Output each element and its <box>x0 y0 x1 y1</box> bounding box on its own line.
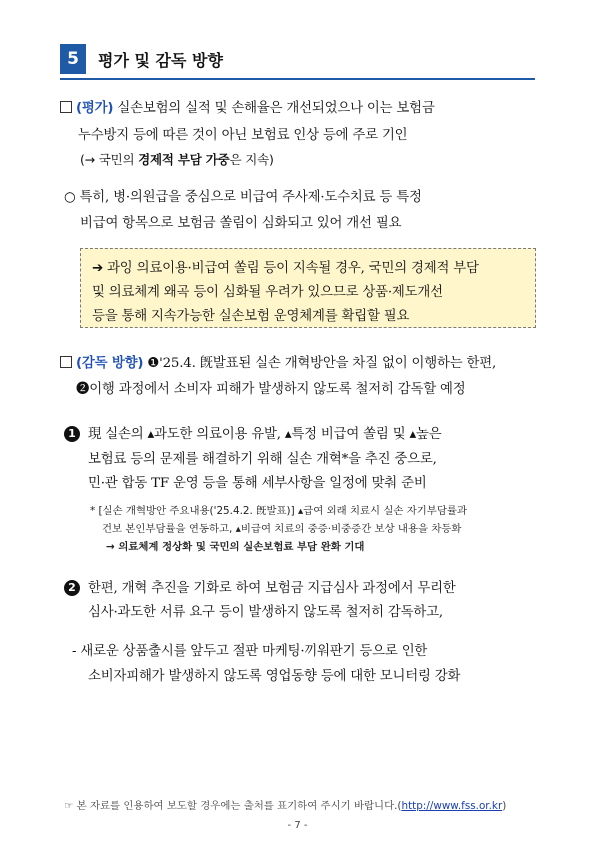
eval-text-3b: 경제적 부담 가중 <box>138 152 230 167</box>
citation-note <box>64 797 506 812</box>
notebox-line-3: 등을 통해 지속가능한 실손보험 운영체계를 확립할 필요 <box>92 309 410 324</box>
section-title: 평가 및 감독 방향 <box>98 51 223 70</box>
notebox-line-1: ➔ 과잉 의료이용·비급여 쏠림 등이 지속될 경우, 국민의 경제적 부담 <box>92 261 479 276</box>
item-1-line-2: 보험료 등의 문제를 해결하기 위해 실손 개혁*을 추진 중으로, <box>88 452 437 467</box>
citation-close: ) <box>502 800 507 812</box>
eval-text-3a: (→ 국민의 <box>80 152 139 167</box>
footnote-line-1: * [실손 개혁방안 주요내용('25.4.2. 旣발표)] ▴급여 외래 치료시 실손 자기부담률과 <box>90 505 467 517</box>
item-1-line-3: 민·관 합동 TF 운영 등을 통해 세부사항을 일정에 맞춰 준비 <box>88 476 427 491</box>
item-2-number <box>64 577 80 596</box>
supervision-text-1: ❶'25.4. 旣발표된 실손 개혁방안을 차질 없이 이행하는 한편, <box>143 356 497 371</box>
eval-text-3c: 은 지속) <box>229 152 274 167</box>
item-1-line-1: 現 실손의 ▴과도한 의료이용 유발, ▴특정 비급여 쏠림 및 ▴높은 <box>88 427 442 442</box>
item-1-badge: 1 <box>64 426 80 442</box>
eval-line-3 <box>80 150 274 168</box>
citation-text: ☞ 본 자료를 인용하여 보도할 경우에는 출처를 표기하여 주시기 바랍니다.( <box>64 800 402 812</box>
supervision-line-2: ❷이행 과정에서 소비자 피해가 발생하지 않도록 철저히 감독할 예정 <box>76 382 466 397</box>
notebox-line-2: 및 의료체계 왜곡 등이 심화될 우려가 있으므로 상품·제도개선 <box>92 285 443 300</box>
item-1-number <box>64 423 80 442</box>
bullet-line-2: 비급여 항목으로 보험금 쏠림이 심화되고 있어 개선 필요 <box>80 216 402 231</box>
bullet-line-1: ○ 특히, 병·의원급을 중심으로 비급여 주사제·도수치료 등 특정 <box>64 190 422 205</box>
fss-link[interactable]: http://www.fss.or.kr <box>401 800 503 812</box>
eval-line-1 <box>60 97 435 116</box>
item-2-line-1: 한편, 개혁 추진을 기화로 하여 보험금 지급심사 과정에서 무리한 <box>88 581 456 596</box>
item-2-badge: 2 <box>64 580 80 596</box>
dash-line-2: 소비자피해가 발생하지 않도록 영업동향 등에 대한 모니터링 강화 <box>88 669 461 684</box>
footnote-line-2: 건보 본인부담률을 연동하고, ▴비급여 치료의 중증·비중증간 보상 내용을 차등화 <box>102 523 462 535</box>
supervision-line-1 <box>60 352 496 371</box>
section-divider <box>60 78 535 80</box>
supervision-label: (감독 방향) <box>76 356 144 371</box>
eval-label: (평가) <box>76 101 114 116</box>
dash-line-1: - 새로운 상품출시를 앞두고 절판 마케팅·끼워판기 등으로 인한 <box>72 644 428 659</box>
item-2-line-2: 심사·과도한 서류 요구 등이 발생하지 않도록 철저히 감독하고, <box>88 605 443 620</box>
page-number: - 7 - <box>287 820 308 831</box>
eval-line-2: 누수방지 등에 따른 것이 아닌 보험료 인상 등에 주로 기인 <box>78 128 408 143</box>
eval-text-1: 실손보험의 실적 및 손해율은 개선되었으나 이는 보험금 <box>113 101 435 116</box>
footnote-line-3: → 의료체계 정상화 및 국민의 실손보험료 부담 완화 기대 <box>106 541 365 553</box>
square-bullet-icon <box>60 101 72 113</box>
section-number: 5 <box>60 44 86 74</box>
square-bullet-icon <box>60 356 72 368</box>
